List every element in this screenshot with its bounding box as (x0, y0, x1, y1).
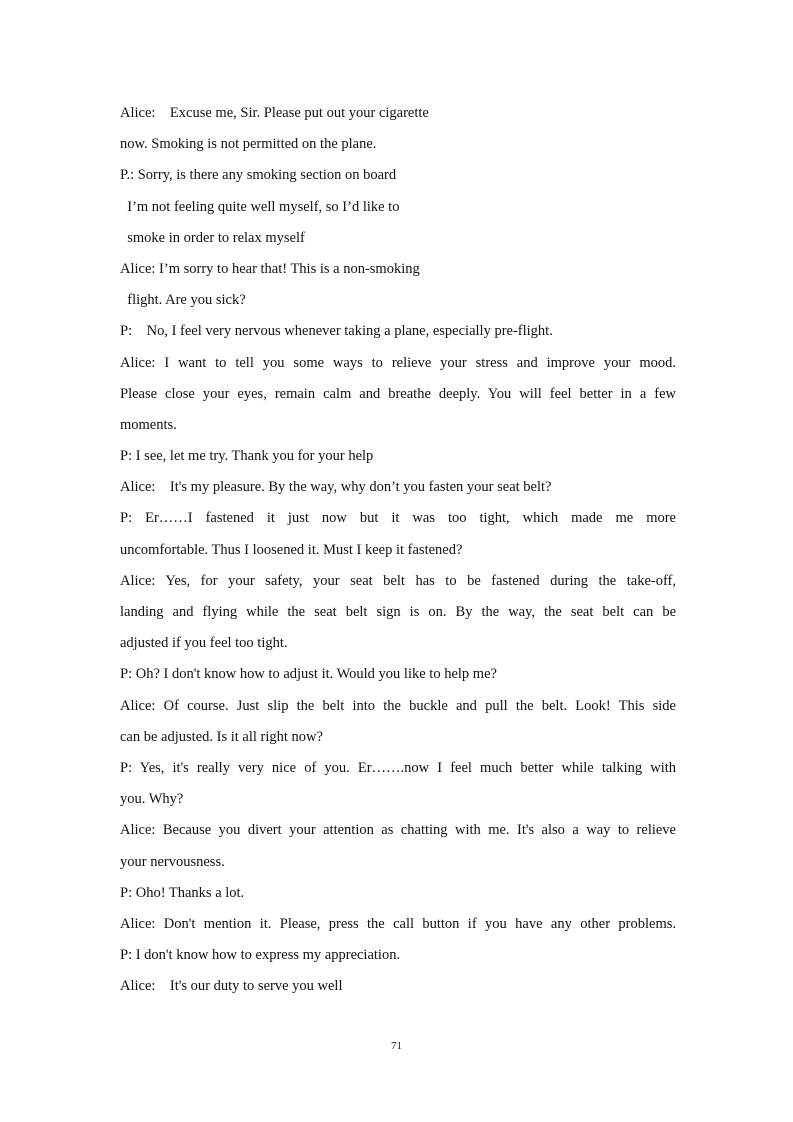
text-line: now. Smoking is not permitted on the plane. (120, 136, 377, 153)
text-line: flight. Are you sick? (120, 292, 246, 309)
text-line: P: No, I feel very nervous whenever taking a plane, especially pre-flight. (120, 323, 553, 340)
dialogue-text (120, 98, 676, 1002)
text-line: uncomfortable. Thus I loosened it. Must I keep it fastened? (120, 541, 463, 558)
text-line: P: Yes, it's really very nice of you. Er…….now I feel much better while talking with (120, 759, 676, 776)
text-line: Alice: I’m sorry to hear that! This is a non-smoking (120, 260, 420, 277)
text-line: P: Oho! Thanks a lot. (120, 884, 245, 901)
text-line: P.: Sorry, is there any smoking section on board (120, 167, 397, 184)
text-line: Alice: Don't mention it. Please, press the call button if you have any other problems. (120, 915, 676, 932)
text-line: Alice: Yes, for your safety, your seat belt has to be fastened during the take-off, (120, 572, 676, 589)
text-line: smoke in order to relax myself (120, 229, 305, 246)
text-line: P: I don't know how to express my appreciation. (120, 947, 401, 964)
text-line: Alice: It's my pleasure. By the way, why don’t you fasten your seat belt? (120, 479, 552, 496)
text-line: P: Er……I fastened it just now but it was too tight, which made me more (120, 510, 676, 527)
text-line: can be adjusted. Is it all right now? (120, 728, 323, 745)
text-line: Alice: It's our duty to serve you well (120, 978, 343, 995)
text-line: Alice: Excuse me, Sir. Please put out your cigarette (120, 105, 429, 121)
text-line: Alice: I want to tell you some ways to relieve your stress and improve your mood. (120, 354, 676, 371)
text-line: adjusted if you feel too tight. (120, 635, 288, 652)
text-line: Alice: Because you divert your attention as chatting with me. It's also a way to relieve (120, 822, 676, 839)
text-line: Alice: Of course. Just slip the belt into the buckle and pull the belt. Look! This side (120, 697, 676, 714)
text-line: P: Oh? I don't know how to adjust it. Would you like to help me? (120, 666, 497, 683)
text-line: your nervousness. (120, 853, 225, 870)
text-line: Please close your eyes, remain calm and breathe deeply. You will feel better in a few (120, 385, 676, 402)
text-line: I’m not feeling quite well myself, so I’d like to (120, 198, 400, 215)
page-number: 71 (391, 1040, 402, 1052)
text-line: you. Why? (120, 791, 184, 808)
text-line: moments. (120, 416, 177, 433)
text-line: P: I see, let me try. Thank you for your help (120, 448, 374, 465)
text-line: landing and flying while the seat belt sign is on. By the way, the seat belt can be (120, 604, 676, 620)
